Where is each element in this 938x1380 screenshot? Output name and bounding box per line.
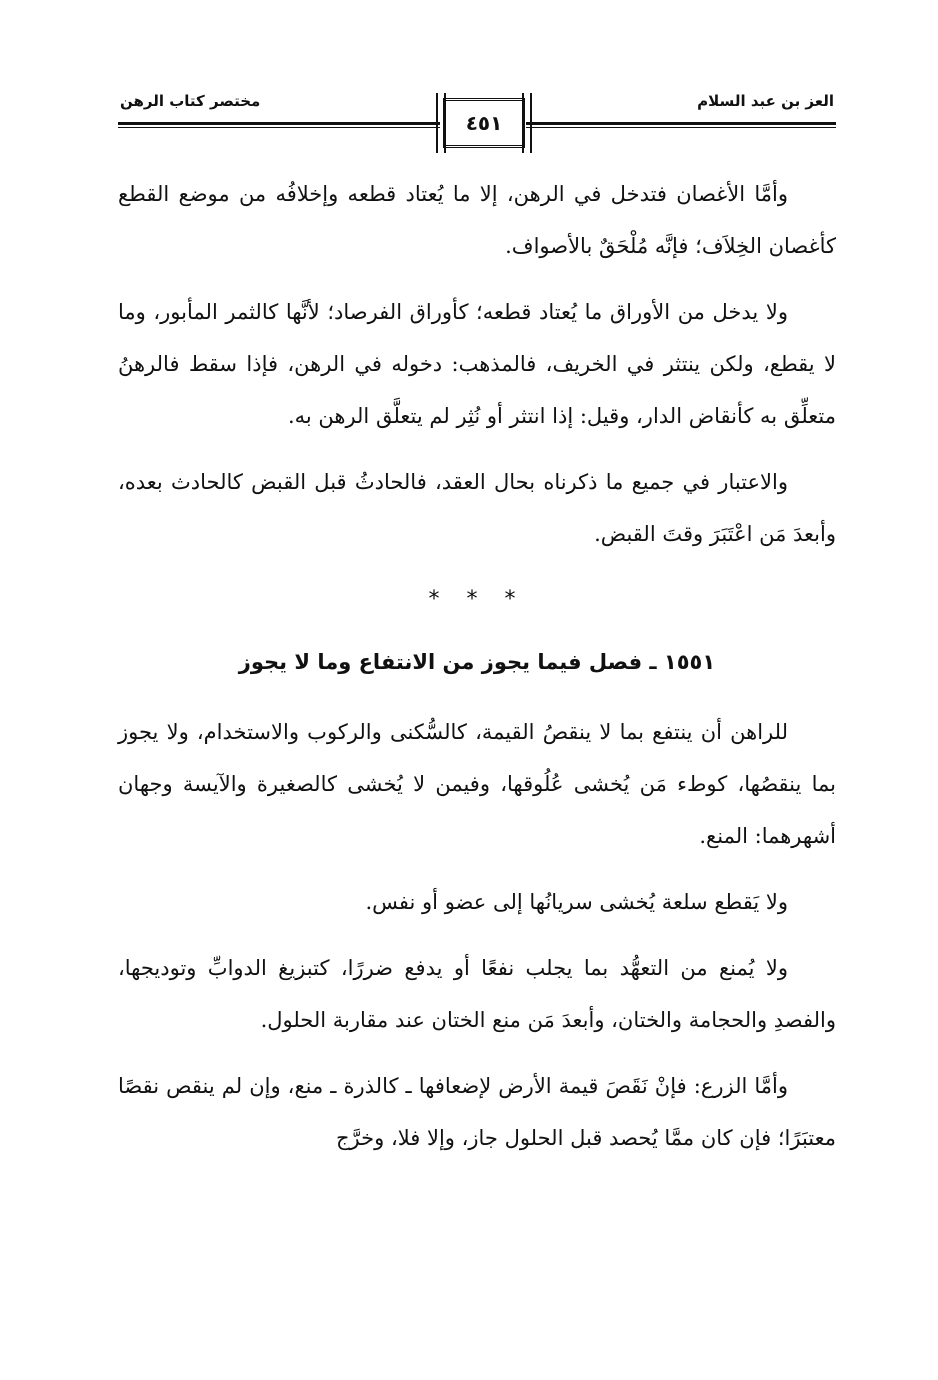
paragraph-leaves: ولا يدخل من الأوراق ما يُعتاد قطعه؛ كأوراق الفرصاد؛ لأنَّها كالثمر المأبور، وما لا يقطع، ولكن ينتثر في الخريف، فالمذهب: دخوله في الرهن، فإذا سقط فالرهنُ متعلِّق به كأنقاض الدار، وقيل: إذا انتثر أو نُثِر لم يتعلَّق الرهن به. [118, 300, 836, 428]
page-number: ٤٥١ [465, 111, 503, 135]
header-rule-left [118, 122, 440, 125]
running-head-book-title: مختصر كتاب الرهن [120, 92, 261, 110]
section-heading: ١٥٥١ ـ فصل فيما يجوز من الانتفاع وما لا يجوز [238, 650, 716, 674]
paragraph-crops: وأمَّا الزرع: فإنْ نَقَصَ قيمة الأرض لإضعافها ـ كالذرة ـ منع، وإن لم ينقص نقصًا معتبَرًا؛ فإن كان ممَّا يُحصد قبل الحلول جاز، وإلا فلا، وخرَّج [118, 1074, 836, 1150]
page-number-frame [443, 98, 525, 148]
paragraph-excision: ولا يَقطع سلعة يُخشى سريانُها إلى عضو أو نفس. [365, 890, 788, 914]
header-rule-right [526, 122, 836, 125]
page-body [118, 168, 836, 1178]
paragraph-usage: للراهن أن ينتفع بما لا ينقصُ القيمة، كالسُّكنى والركوب والاستخدام، ولا يجوز بما ينقصُها، كوطء مَن يُخشى عُلُوقها، وفيمن لا يُخشى كالصغيرة والآيسة وجهان أشهرهما: المنع. [118, 720, 836, 848]
paragraph-care: ولا يُمنع من التعهُّد بما يجلب نفعًا أو يدفع ضررًا، كتبزيغ الدوابِّ وتوديجها، والفصدِ والحجامة والختان، وأبعدَ مَن منع الختان عند مقاربة الحلول. [118, 956, 836, 1032]
paragraph-consideration: والاعتبار في جميع ما ذكرناه بحال العقد، فالحادثُ قبل القبض كالحادث بعده، وأبعدَ مَن اعْتَبَرَ وقتَ القبض. [118, 470, 836, 546]
section-separator: * * * [428, 587, 526, 612]
running-head-author: العز بن عبد السلام [697, 92, 834, 110]
page-header [118, 92, 836, 156]
paragraph-branches: وأمَّا الأغصان فتدخل في الرهن، إلا ما يُعتاد قطعه وإخلافُه من موضع القطع كأغصان الخِلاَف؛ فإنَّه مُلْحَقٌ بالأصواف. [118, 182, 836, 258]
